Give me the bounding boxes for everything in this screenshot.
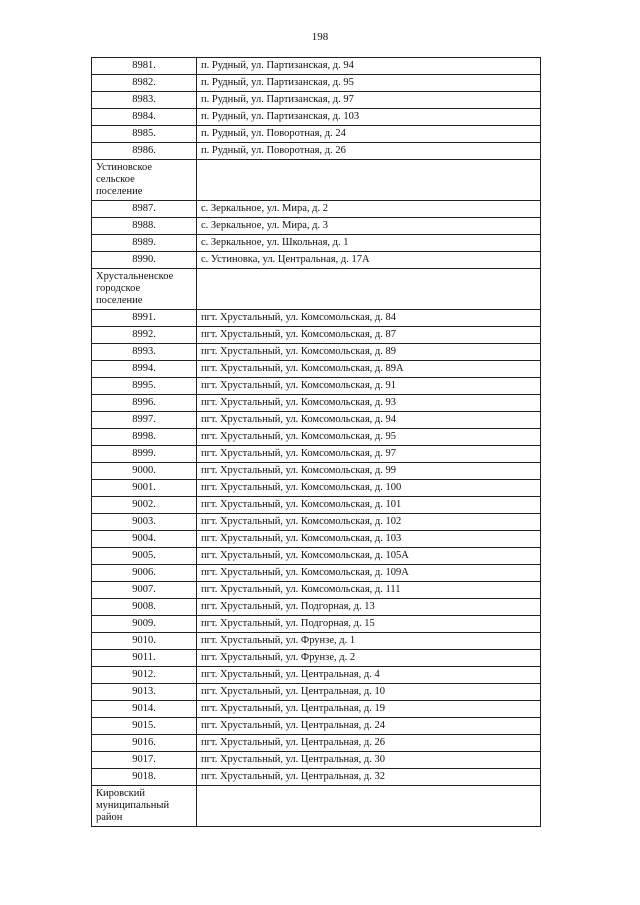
row-address: пгт. Хрустальный, ул. Комсомольская, д. 93	[197, 395, 541, 412]
table-row	[92, 548, 541, 565]
district-name-line: район	[96, 812, 123, 823]
row-address: пгт. Хрустальный, ул. Фрунзе, д. 2	[197, 650, 541, 667]
row-number: 9015.	[92, 718, 197, 735]
row-address: пгт. Хрустальный, ул. Комсомольская, д. 101	[197, 497, 541, 514]
district-name-line: городское	[96, 283, 141, 294]
district-name-line: Хрустальненское	[96, 271, 174, 282]
table-row	[92, 667, 541, 684]
table-row	[92, 735, 541, 752]
row-number: 9001.	[92, 480, 197, 497]
table-row	[92, 769, 541, 786]
table-row	[92, 310, 541, 327]
row-address: пгт. Хрустальный, ул. Фрунзе, д. 1	[197, 633, 541, 650]
district-name	[92, 786, 197, 827]
table-row	[92, 531, 541, 548]
district-name-line: Кировский	[96, 788, 146, 799]
district-name	[92, 160, 197, 201]
row-address: пгт. Хрустальный, ул. Центральная, д. 26	[197, 735, 541, 752]
table-row	[92, 412, 541, 429]
table-row	[92, 650, 541, 667]
row-number: 8986.	[92, 143, 197, 160]
row-address: п. Рудный, ул. Партизанская, д. 97	[197, 92, 541, 109]
row-address: пгт. Хрустальный, ул. Комсомольская, д. 111	[197, 582, 541, 599]
district-row	[92, 269, 541, 310]
row-number: 9009.	[92, 616, 197, 633]
row-number: 8992.	[92, 327, 197, 344]
district-name-line: муниципальный	[96, 800, 170, 811]
row-address: пгт. Хрустальный, ул. Комсомольская, д. 97	[197, 446, 541, 463]
district-name-line: поселение	[96, 295, 143, 306]
table-row	[92, 126, 541, 143]
table-row	[92, 718, 541, 735]
district-row	[92, 160, 541, 201]
table-row	[92, 252, 541, 269]
row-number: 9000.	[92, 463, 197, 480]
table-row	[92, 599, 541, 616]
row-address: пгт. Хрустальный, ул. Комсомольская, д. 91	[197, 378, 541, 395]
row-number: 8981.	[92, 58, 197, 75]
table-row	[92, 327, 541, 344]
table-row	[92, 684, 541, 701]
row-number: 8994.	[92, 361, 197, 378]
row-number: 9016.	[92, 735, 197, 752]
table-row	[92, 109, 541, 126]
row-number: 9007.	[92, 582, 197, 599]
row-number: 9003.	[92, 514, 197, 531]
row-number: 9017.	[92, 752, 197, 769]
table-row	[92, 235, 541, 252]
table-row	[92, 633, 541, 650]
table-row	[92, 480, 541, 497]
row-address: пгт. Хрустальный, ул. Комсомольская, д. 89А	[197, 361, 541, 378]
row-address: пгт. Хрустальный, ул. Центральная, д. 30	[197, 752, 541, 769]
table-row	[92, 92, 541, 109]
address-table	[91, 57, 541, 827]
table-row	[92, 565, 541, 582]
row-number: 8999.	[92, 446, 197, 463]
row-number: 9013.	[92, 684, 197, 701]
district-name-line: сельское	[96, 174, 135, 185]
row-number: 8993.	[92, 344, 197, 361]
row-number: 9002.	[92, 497, 197, 514]
row-address: пгт. Хрустальный, ул. Центральная, д. 24	[197, 718, 541, 735]
table-row	[92, 446, 541, 463]
row-number: 8995.	[92, 378, 197, 395]
row-address: пгт. Хрустальный, ул. Комсомольская, д. 89	[197, 344, 541, 361]
row-address: пгт. Хрустальный, ул. Комсомольская, д. 103	[197, 531, 541, 548]
row-address: пгт. Хрустальный, ул. Комсомольская, д. 105А	[197, 548, 541, 565]
row-number: 9018.	[92, 769, 197, 786]
row-address: с. Зеркальное, ул. Мира, д. 2	[197, 201, 541, 218]
row-address: пгт. Хрустальный, ул. Комсомольская, д. 94	[197, 412, 541, 429]
row-number: 9010.	[92, 633, 197, 650]
table-row	[92, 395, 541, 412]
row-number: 9006.	[92, 565, 197, 582]
row-address: пгт. Хрустальный, ул. Центральная, д. 4	[197, 667, 541, 684]
table-row	[92, 582, 541, 599]
row-address: п. Рудный, ул. Поворотная, д. 24	[197, 126, 541, 143]
row-number: 8985.	[92, 126, 197, 143]
row-address: пгт. Хрустальный, ул. Комсомольская, д. 100	[197, 480, 541, 497]
row-address: п. Рудный, ул. Партизанская, д. 95	[197, 75, 541, 92]
row-address: пгт. Хрустальный, ул. Комсомольская, д. 87	[197, 327, 541, 344]
district-empty-cell	[197, 269, 541, 310]
row-number: 9012.	[92, 667, 197, 684]
table-row	[92, 58, 541, 75]
district-name	[92, 269, 197, 310]
row-address: с. Устиновка, ул. Центральная, д. 17А	[197, 252, 541, 269]
row-number: 9011.	[92, 650, 197, 667]
row-number: 8983.	[92, 92, 197, 109]
row-address: пгт. Хрустальный, ул. Комсомольская, д. 84	[197, 310, 541, 327]
district-name-line: поселение	[96, 186, 143, 197]
table-row	[92, 361, 541, 378]
table-row	[92, 75, 541, 92]
row-number: 9014.	[92, 701, 197, 718]
table-row	[92, 514, 541, 531]
row-address: пгт. Хрустальный, ул. Подгорная, д. 15	[197, 616, 541, 633]
district-empty-cell	[197, 160, 541, 201]
table-row	[92, 616, 541, 633]
table-row	[92, 143, 541, 160]
table-row	[92, 378, 541, 395]
table-row	[92, 752, 541, 769]
row-number: 8997.	[92, 412, 197, 429]
row-address: пгт. Хрустальный, ул. Центральная, д. 19	[197, 701, 541, 718]
address-table-body	[92, 58, 541, 827]
table-row	[92, 429, 541, 446]
row-address: п. Рудный, ул. Партизанская, д. 94	[197, 58, 541, 75]
row-address: пгт. Хрустальный, ул. Центральная, д. 10	[197, 684, 541, 701]
row-address: пгт. Хрустальный, ул. Центральная, д. 32	[197, 769, 541, 786]
row-address: пгт. Хрустальный, ул. Комсомольская, д. 109А	[197, 565, 541, 582]
table-row	[92, 463, 541, 480]
row-number: 8998.	[92, 429, 197, 446]
table-row	[92, 218, 541, 235]
row-address: пгт. Хрустальный, ул. Подгорная, д. 13	[197, 599, 541, 616]
row-address: п. Рудный, ул. Партизанская, д. 103	[197, 109, 541, 126]
row-number: 8982.	[92, 75, 197, 92]
page-number: 198	[311, 31, 329, 43]
row-address: с. Зеркальное, ул. Мира, д. 3	[197, 218, 541, 235]
row-number: 8996.	[92, 395, 197, 412]
row-address: пгт. Хрустальный, ул. Комсомольская, д. 99	[197, 463, 541, 480]
row-number: 8989.	[92, 235, 197, 252]
district-name-line: Устиновское	[96, 162, 153, 173]
row-number: 9004.	[92, 531, 197, 548]
row-number: 8990.	[92, 252, 197, 269]
district-row	[92, 786, 541, 827]
row-number: 9008.	[92, 599, 197, 616]
row-number: 8987.	[92, 201, 197, 218]
table-row	[92, 201, 541, 218]
row-number: 8988.	[92, 218, 197, 235]
row-number: 9005.	[92, 548, 197, 565]
row-address: п. Рудный, ул. Поворотная, д. 26	[197, 143, 541, 160]
table-row	[92, 701, 541, 718]
row-number: 8984.	[92, 109, 197, 126]
row-address: с. Зеркальное, ул. Школьная, д. 1	[197, 235, 541, 252]
table-row	[92, 497, 541, 514]
row-address: пгт. Хрустальный, ул. Комсомольская, д. 102	[197, 514, 541, 531]
row-number: 8991.	[92, 310, 197, 327]
row-address: пгт. Хрустальный, ул. Комсомольская, д. 95	[197, 429, 541, 446]
table-row	[92, 344, 541, 361]
district-empty-cell	[197, 786, 541, 827]
